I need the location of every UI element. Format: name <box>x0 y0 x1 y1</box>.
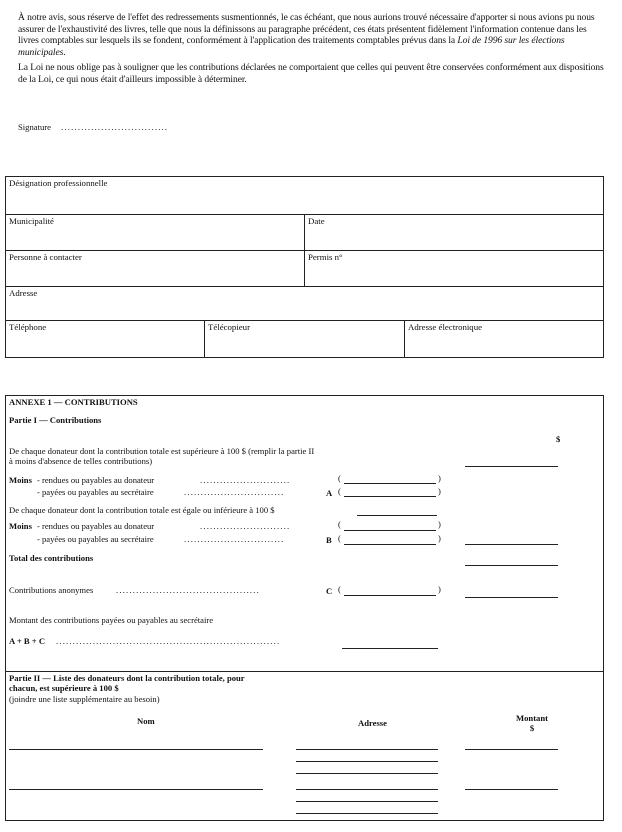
donor-address-field[interactable] <box>296 801 438 802</box>
divider <box>5 286 604 287</box>
under100-field[interactable] <box>357 515 437 516</box>
paren-close: ) <box>438 519 441 529</box>
signature-dots: ................................ <box>61 122 169 132</box>
returned-under100-field[interactable] <box>344 530 436 531</box>
part2-title-line1: Partie II — Liste des donateurs dont la contribution totale, pour <box>9 673 245 683</box>
over100-total-field[interactable] <box>465 466 558 467</box>
col-amount-label: Montant <box>516 713 548 723</box>
under100-label: De chaque donateur dont la contribution totale est égale ou inférieure à 100 $ <box>9 505 275 515</box>
paren-close: ) <box>438 533 441 543</box>
email-field[interactable]: Adresse électronique <box>408 322 483 332</box>
dots: ................................................................... <box>56 636 281 646</box>
paren-close: ) <box>438 584 441 594</box>
contact-person-field[interactable]: Personne à contacter <box>9 252 82 262</box>
part-divider <box>5 671 604 672</box>
phone-field[interactable]: Téléphone <box>9 322 47 332</box>
dots: ........................................... <box>116 585 260 595</box>
intro-paragraph-2: La Loi ne nous oblige pas à souligner que les contributions déclarées ne comportaient que celles qui peuvent être conservées conformément aux dispositions de la Loi, ce qui nous était d'ailleurs impossible à déterminer. <box>18 62 604 85</box>
intro-text-end: . <box>63 46 66 58</box>
annex-title: ANNEXE 1 — CONTRIBUTIONS <box>9 397 138 407</box>
paren-open: ( <box>338 533 341 543</box>
returned-label: - rendues ou payables au donateur <box>37 521 155 531</box>
col-name-header: Nom <box>137 716 155 726</box>
total-label: Total des contributions <box>9 553 94 563</box>
returned-over100-field[interactable] <box>344 483 436 484</box>
over100-label <box>9 446 314 466</box>
intro-paragraph-1 <box>18 12 604 58</box>
col-amount-header <box>512 713 552 733</box>
over100-line2: à moins d'absence de telles contributions) <box>9 456 153 466</box>
law-title: Loi de 1996 sur les élections municipales <box>18 35 565 58</box>
letter-b: B <box>326 535 332 545</box>
letter-a: A <box>326 488 333 498</box>
anonymous-label: Contributions anonymes <box>9 585 94 595</box>
paren-open: ( <box>338 584 341 594</box>
permit-field[interactable]: Permis n° <box>308 252 343 262</box>
donor-address-field[interactable] <box>296 813 438 814</box>
divider <box>5 320 604 321</box>
dots: .............................. <box>184 534 285 544</box>
dollar-header: $ <box>556 434 561 444</box>
part1-title: Partie I — Contributions <box>9 415 102 425</box>
donor-address-field[interactable] <box>296 773 438 774</box>
returned-label: - rendues ou payables au donateur <box>37 475 155 485</box>
col-address-header: Adresse <box>358 718 387 728</box>
total-field[interactable] <box>465 565 558 566</box>
municipality-field[interactable]: Municipalité <box>9 216 54 226</box>
over100-line1: De chaque donateur dont la contribution totale est supérieure à 100 $ (remplir la partie II <box>9 446 315 456</box>
dots: .............................. <box>184 487 285 497</box>
part2-title-line2: chacun, est supérieure à 100 $ <box>9 683 119 693</box>
paid-over100-field-a[interactable] <box>344 496 436 497</box>
paid-secretary-label: - payées ou payables au secrétaire <box>37 487 154 497</box>
paren-open: ( <box>338 519 341 529</box>
amount-paid-label: Montant des contributions payées ou payables au secrétaire <box>9 615 214 625</box>
dots: ........................... <box>200 521 291 531</box>
paren-open: ( <box>338 473 341 483</box>
donor-address-field[interactable] <box>296 789 438 790</box>
part2-title <box>9 673 245 693</box>
address-field[interactable]: Adresse <box>9 288 38 298</box>
donor-amount-field[interactable] <box>465 749 558 750</box>
signature-label: Signature <box>18 122 51 132</box>
paren-close: ) <box>438 473 441 483</box>
dots: ........................... <box>200 475 291 485</box>
less-label: Moins <box>9 521 32 531</box>
paren-close: ) <box>438 486 441 496</box>
signature-line[interactable] <box>18 122 168 132</box>
under100-total-field[interactable] <box>465 544 558 545</box>
designation-field[interactable]: Désignation professionnelle <box>9 178 108 188</box>
abc-label: A + B + C <box>9 636 46 646</box>
donor-address-field[interactable] <box>296 749 438 750</box>
paid-under100-field-b[interactable] <box>344 544 436 545</box>
intro-text: À notre avis, sous réserve de l'effet des redressements susmentionnés, le cas échéant, que nous aurions trouvé nécessaire d'apporter si nous avions pu nous assurer de l'exhaustivité des livres, telle que nous la définissons au paragraphe précédent, ces états présentent fidèlement l'information contenue dans les livres comptables sur lesquels ils se fondent, conformément à l'application des traitements comptables prévus dans la <box>18 12 595 47</box>
letter-c: C <box>326 586 333 596</box>
fax-field[interactable]: Télécopieur <box>208 322 251 332</box>
anonymous-total-field[interactable] <box>465 597 558 598</box>
col-amount-unit: $ <box>529 723 535 733</box>
date-field[interactable]: Date <box>308 216 325 226</box>
donor-address-field[interactable] <box>296 761 438 762</box>
divider <box>304 214 305 286</box>
paid-secretary-label: - payées ou payables au secrétaire <box>37 534 154 544</box>
anonymous-field-c[interactable] <box>344 595 436 596</box>
abc-field[interactable] <box>342 648 438 649</box>
donor-name-field[interactable] <box>9 749 263 750</box>
part2-note: (joindre une liste supplémentaire au besoin) <box>9 694 160 704</box>
divider <box>204 320 205 358</box>
donor-name-field[interactable] <box>9 789 263 790</box>
donor-amount-field[interactable] <box>465 789 558 790</box>
divider <box>404 320 405 358</box>
paren-open: ( <box>338 486 341 496</box>
less-label: Moins <box>9 475 32 485</box>
